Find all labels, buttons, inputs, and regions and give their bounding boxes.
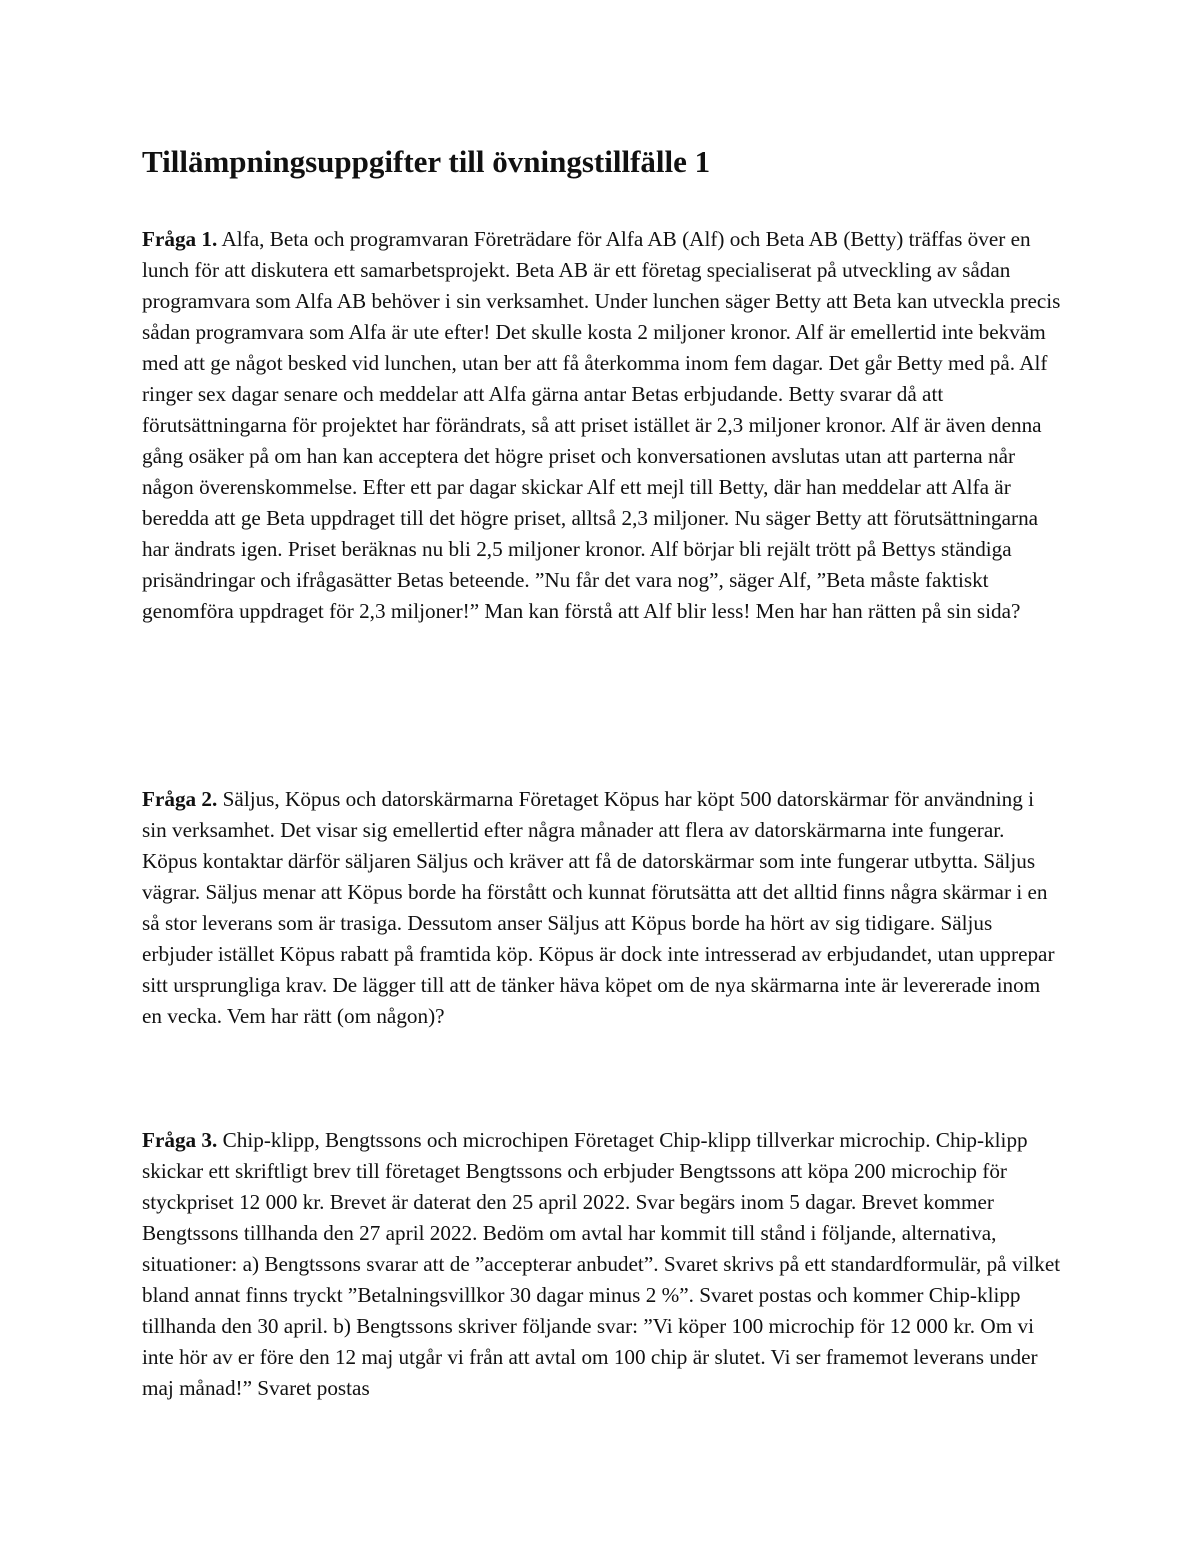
question-1-text: Alfa, Beta och programvaran Företrädare för Alfa AB (Alf) och Beta AB (Betty) träffas över en lunch för att diskutera ett samarbetsprojekt. Beta AB är ett företag specialiserat på utveckling av sådan programvara som Alfa AB behöver i sin verksamhet. Under lunchen säger Betty att Beta kan utveckla precis sådan programvara som Alfa är ute efter! Det skulle kosta 2 miljoner kronor. Alf är emellertid inte bekväm med att ge något besked vid lunchen, utan ber att få återkomma inom fem dagar. Det går Betty med på. Alf ringer sex dagar senare och meddelar att Alfa gärna antar Betas erbjudande. Betty svarar då att förutsättningarna för projektet har förändrats, så att priset istället är 2,3 miljoner kronor. Alf är även denna gång osäker på om han kan acceptera det högre priset och konversationen avslutas utan att parterna når någon överenskommelse. Efter ett par dagar skickar Alf ett mejl till Betty, där han meddelar att Alfa är beredda att ge Beta uppdraget till det högre priset, alltså 2,3 miljoner. Nu säger Betty att förutsättningarna har ändrats igen. Priset beräknas nu bli 2,5 miljoner kronor. Alf börjar bli rejält trött på Bettys ständiga prisändringar och ifrågasätter Betas beteende. ”Nu får det vara nog”, säger Alf, ”Beta måste faktiskt genomföra uppdraget för 2,3 miljoner!” Man kan förstå att Alf blir less! Men har han rätten på sin sida? [142,227,1061,623]
question-1 [142,224,1062,627]
question-2-text: Säljus, Köpus och datorskärmarna Företaget Köpus har köpt 500 datorskärmar för användning i sin verksamhet. Det visar sig emellertid efter några månader att flera av datorskärmarna inte fungerar. Köpus kontaktar därför säljaren Säljus och kräver att få de datorskärmar som inte fungerar utbytta. Säljus vägrar. Säljus menar att Köpus borde ha förstått och kunnat förutsätta att det alltid finns några skärmar i en så stor leverans som är trasiga. Dessutom anser Säljus att Köpus borde ha hört av sig tidigare. Säljus erbjuder istället Köpus rabatt på framtida köp. Köpus är dock inte intresserad av erbjudandet, utan upprepar sitt ursprungliga krav. De lägger till att de tänker häva köpet om de nya skärmarna inte är levererade inom en vecka. Vem har rätt (om någon)? [142,787,1055,1028]
question-3-text: Chip-klipp, Bengtssons och microchipen Företaget Chip-klipp tillverkar microchip. Chip-klipp skickar ett skriftligt brev till företaget Bengtssons och erbjuder Bengtssons att köpa 200 microchip för styckpriset 12 000 kr. Brevet är daterat den 25 april 2022. Svar begärs inom 5 dagar. Brevet kommer Bengtssons tillhanda den 27 april 2022. Bedöm om avtal har kommit till stånd i följande, alternativa, situationer: a) Bengtssons svarar att de ”accepterar anbudet”. Svaret skrivs på ett standardformulär, på vilket bland annat finns tryckt ”Betalningsvillkor 30 dagar minus 2 %”. Svaret postas och kommer Chip-klipp tillhanda den 30 april. b) Bengtssons skriver följande svar: ”Vi köper 100 microchip för 12 000 kr. Om vi inte hör av er före den 12 maj utgår vi från att avtal om 100 chip är slutet. Vi ser framemot leverans under maj månad!” Svaret postas [142,1128,1061,1400]
question-2 [142,784,1062,1032]
question-1-label: Fråga 1. [142,227,218,251]
question-3-label: Fråga 3. [142,1128,218,1152]
document-title: Tillämpningsuppgifter till övningstillfälle 1 [142,144,711,179]
question-3 [142,1125,1062,1404]
question-2-label: Fråga 2. [142,787,218,811]
